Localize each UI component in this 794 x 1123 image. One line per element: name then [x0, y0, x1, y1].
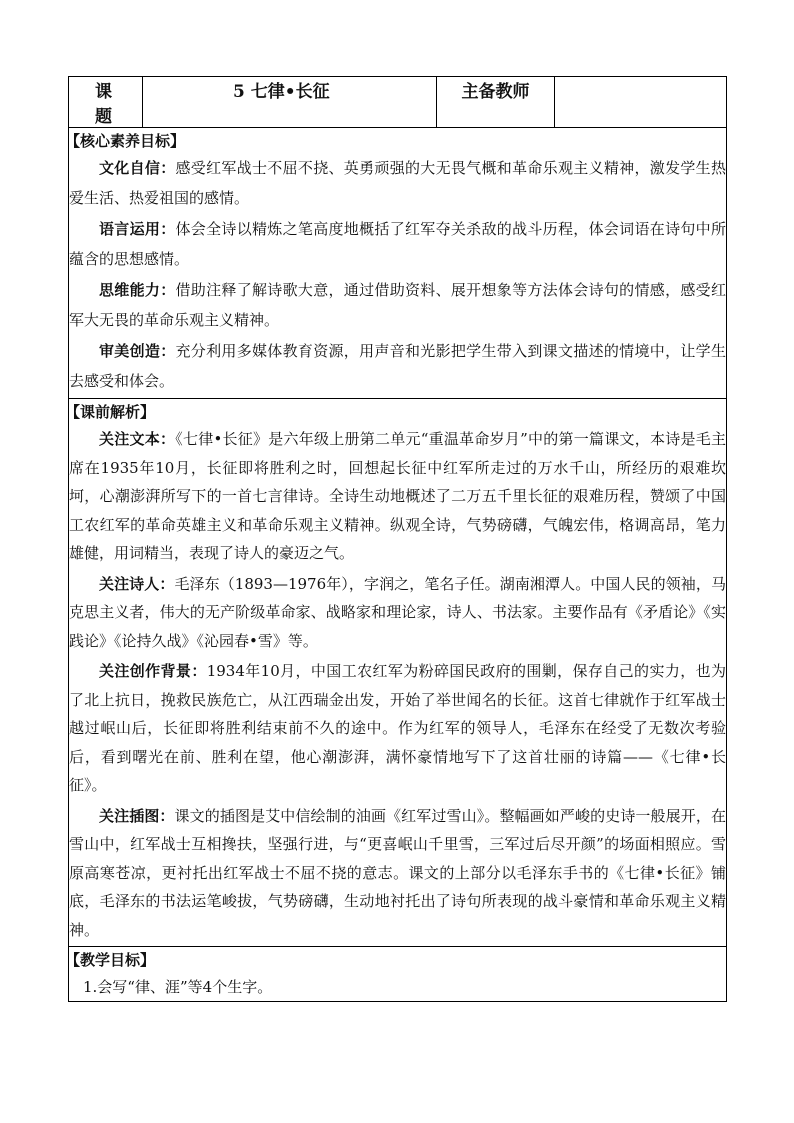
- analysis-item: [69, 425, 726, 568]
- core-goal-item: [69, 337, 726, 396]
- core-goals-row: [69, 128, 727, 399]
- teaching-goals-row: [69, 947, 727, 1002]
- core-goals-title: 【核心素养目标】: [65, 132, 186, 150]
- analysis-text: 课文的插图是艾中信绘制的油画《红军过雪山》。整幅画如严峻的史诗一般展开，在雪山中，红军战士互相搀扶，坚强行进，与“更喜岷山千里雪，三军过后尽开颜”的场面相照应。雪原高寒苍凉，更衬托出红军战士不屈不挠的意志。课文的上部分以毛泽东手书的《七律•长征》铺底，毛泽东的书法运笔峻拔，气势磅礴，生动地衬托出了诗句所表现的战斗豪情和革命乐观主义精神。: [69, 806, 726, 939]
- lesson-plan-table: [65, 76, 727, 1002]
- core-goal-text: 感受红军战士不屈不挠、英勇顽强的大无畏气概和革命乐观主义精神，激发学生热爱生活、热爱祖国的感情。: [69, 159, 726, 207]
- core-goal-text: 体会全诗以精炼之笔高度地概括了红军夺关杀敌的战斗历程，体会词语在诗句中所蕴含的思想感情。: [69, 220, 726, 268]
- lesson-title: 5 七律•长征: [143, 77, 437, 128]
- header-row: [69, 77, 727, 128]
- teaching-goal-item: 1.会写“律、涯”等4个生字。: [83, 978, 273, 996]
- core-goal-text: 借助注释了解诗歌大意，通过借助资料、展开想象等方法体会诗句的情感，感受红军大无畏的革命乐观主义精神。: [69, 281, 726, 329]
- core-goal-item: [69, 276, 726, 335]
- core-goal-lead: 语言运用：: [99, 220, 176, 238]
- analysis-item: [69, 657, 726, 800]
- analysis-text: 《七律•长征》是六年级上册第二单元“重温革命岁月”中的第一篇课文，本诗是毛主席在1935年10月，长征即将胜利之时，回想起长征中红军所走过的万水千山，所经历的艰难坎坷，心潮澎湃所写下的一首七言律诗。全诗生动地概述了二万五千里长征的艰难历程，赞颂了中国工农红军的革命英雄主义和革命乐观主义精神。纵观全诗，气势磅礴，气魄宏伟，格调高昂，笔力雄健，用词精当，表现了诗人的豪迈之气。: [69, 430, 726, 562]
- analysis-section: [65, 399, 727, 947]
- lesson-plan-page: [65, 76, 726, 1002]
- core-goal-text: 充分利用多媒体教育资源，用声音和光影把学生带入到课文描述的情境中，让学生去感受和体会。: [69, 342, 726, 390]
- teacher-value[interactable]: [555, 77, 727, 128]
- analysis-lead: 关注文本：: [99, 430, 176, 448]
- core-goal-lead: 思维能力：: [99, 281, 176, 299]
- core-goal-item: [69, 154, 726, 213]
- analysis-lead: 关注插图：: [99, 806, 175, 825]
- core-goal-item: [69, 215, 726, 274]
- analysis-text: 1934年10月，中国工农红军为粉碎国民政府的围剿，保存自己的实力，也为了北上抗日，挽救民族危亡，从江西瑞金出发，开始了举世闻名的长征。这首七律就作于红军战士越过岷山后，长征即将胜利结束前不久的途中。作为红军的领导人，毛泽东在经受了无数次考验后，看到曙光在前、胜利在望，他心潮澎湃，满怀豪情地写下了这首壮丽的诗篇——《七律•长征》。: [69, 662, 726, 794]
- core-goal-lead: 审美创造：: [99, 342, 176, 360]
- analysis-text: 毛泽东（1893—1976年），字润之，笔名子任。湖南湘潭人。中国人民的领袖，马克思主义者，伟大的无产阶级革命家、战略家和理论家，诗人、书法家。主要作品有《矛盾论》《实践论》《论持久战》《沁园春•雪》等。: [69, 574, 726, 650]
- core-goals-section: [65, 128, 727, 399]
- analysis-lead: 关注诗人：: [99, 574, 175, 593]
- teaching-goals-section: [65, 947, 727, 1002]
- analysis-item: [69, 570, 726, 656]
- analysis-title: 【课前解析】: [65, 403, 156, 421]
- topic-label: 课 题: [69, 77, 143, 128]
- analysis-lead: 关注创作背景：: [99, 662, 207, 680]
- teaching-goals-title: 【教学目标】: [65, 951, 156, 969]
- teacher-label: 主备教师: [437, 77, 555, 128]
- analysis-row: [69, 399, 727, 947]
- core-goal-lead: 文化自信：: [99, 159, 176, 177]
- analysis-item: [69, 802, 726, 945]
